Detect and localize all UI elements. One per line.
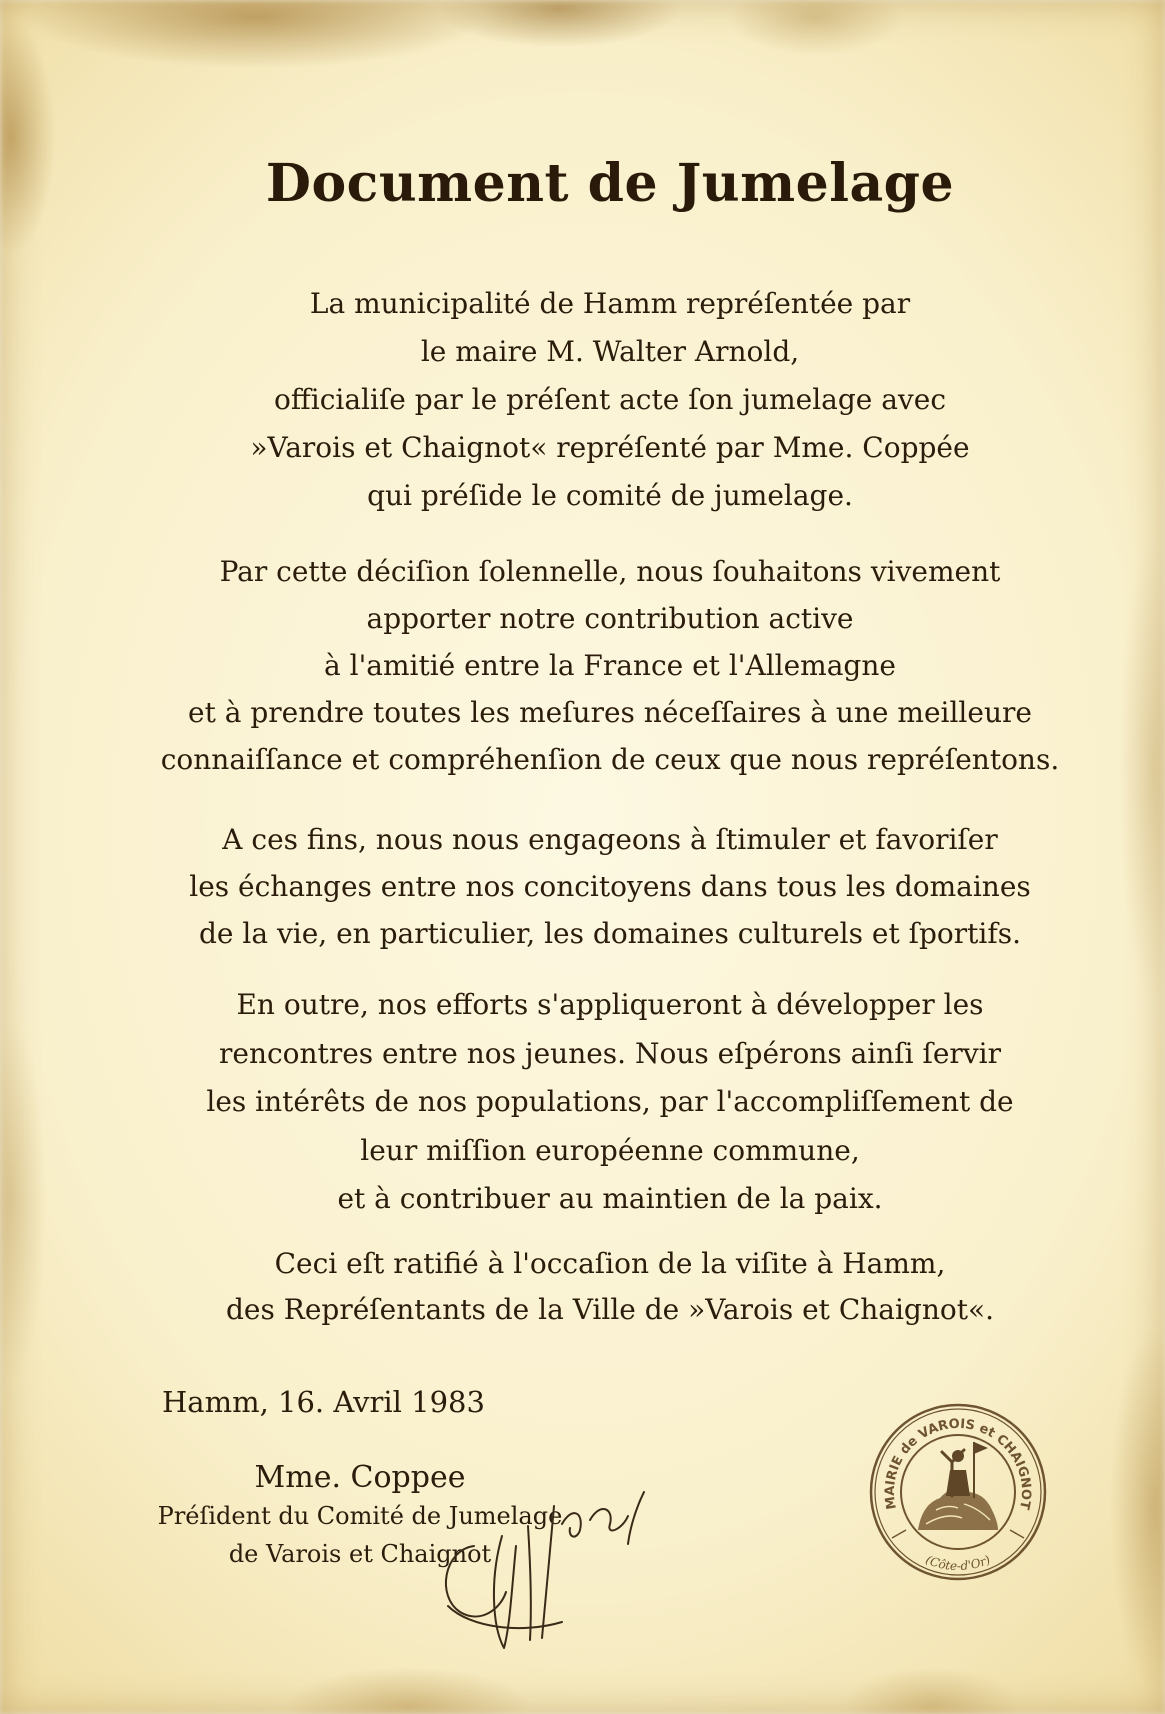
seal-emblem (918, 1442, 998, 1530)
text-line: de la vie, en particulier, les domaines culturels et ſportifs. (199, 917, 1021, 950)
handwritten-signature (430, 1488, 670, 1658)
town-seal (866, 1400, 1050, 1584)
seal-bottom-text (924, 1552, 993, 1573)
signatory-name: Mme. Coppee (254, 1460, 466, 1495)
signature-strokes (446, 1492, 644, 1648)
text-line: et à contribuer au maintien de la paix. (337, 1182, 883, 1215)
text-line: La municipalité de Hamm repréſentée par (309, 287, 911, 320)
text-line: A ces fins, nous nous engageons à ſtimuler et favoriſer (222, 823, 998, 856)
text-line: Par cette déciſion ſolennelle, nous ſouhaitons vivement (219, 555, 1001, 588)
paragraph-3 (60, 816, 1160, 957)
text-line: En outre, nos efforts s'appliqueront à développer les (236, 988, 984, 1021)
signature-stroke (528, 1526, 531, 1640)
text-line: à l'amitié entre la France et l'Allemagne (324, 649, 896, 682)
signature-stroke (542, 1506, 554, 1638)
paragraph-1 (60, 280, 1160, 520)
seal-divider (1010, 1530, 1024, 1538)
seal-figure-body (946, 1470, 970, 1496)
signature-stroke (590, 1509, 628, 1530)
seal-ring-text-path: MAIRIE de VAROIS et CHAIGNOT (882, 1416, 1034, 1511)
text-line: apporter notre contribution active (366, 602, 854, 635)
text-line: les échanges entre nos concitoyens dans tous les domaines (189, 870, 1031, 903)
text-line: »Varois et Chaignot« repréſenté par Mme. Coppée (250, 431, 970, 464)
text-line: rencontres entre nos jeunes. Nous eſpérons ainſi ſervir (219, 1036, 1001, 1070)
place-and-date: Hamm, 16. Avril 1983 (162, 1385, 485, 1419)
text-line: leur miſſion européenne commune, (360, 1133, 860, 1167)
paragraph-5 (60, 1241, 1160, 1333)
signature-stroke (562, 1513, 581, 1536)
paragraph-2 (60, 548, 1160, 783)
signatory-place: de Varois et Chaignot (228, 1540, 492, 1568)
text-line: le maire M. Walter Arnold, (420, 335, 800, 368)
text-line: connaiſſance et compréhenſion de ceux que nous repréſentons. (160, 743, 1060, 776)
text-line: officialiſe par le préſent acte ſon jumelage avec (274, 383, 946, 416)
text-line: des Repréſentants de la Ville de »Varois et Chaignot«. (225, 1293, 995, 1326)
seal-figure-head (952, 1450, 964, 1462)
paragraph-4 (60, 981, 1160, 1224)
text-line: qui préſide le comité de jumelage. (367, 479, 853, 512)
seal-divider (892, 1530, 906, 1538)
text-line: les intérêts de nos populations, par l'accompliſſement de (206, 1085, 1014, 1118)
text-line: et à prendre toutes les meſures néceſſaires à une meilleure (188, 696, 1032, 729)
document-title: Document de Jumelage (265, 153, 955, 214)
signatory-role: Préſident du Comité de Jumelage (157, 1502, 563, 1530)
seal-banner (974, 1442, 988, 1454)
signature-stroke (628, 1492, 644, 1544)
seal-bottom-text-path: (Côte-d'Or) (923, 1552, 993, 1574)
text-line: Ceci eſt ratifié à l'occaſion de la viſite à Hamm, (274, 1247, 946, 1280)
